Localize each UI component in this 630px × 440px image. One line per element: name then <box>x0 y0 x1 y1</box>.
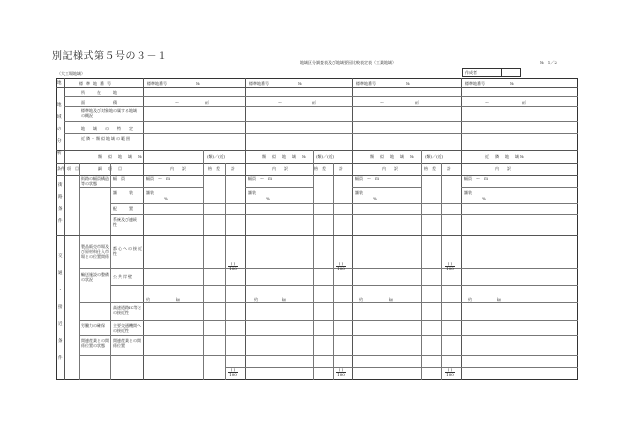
row-line <box>56 175 578 176</box>
tilde: ～ <box>278 100 282 105</box>
neighbor-label-3: 類 似 地 域 № <box>370 154 415 159</box>
traffic-group-label: 交 通 ・ 接 近 条 件 <box>58 254 63 361</box>
area-unit: ㎡ <box>205 100 209 105</box>
label-area: 面 積 <box>81 100 121 105</box>
rating-header-1: 格 差 <box>208 166 220 171</box>
row-line <box>56 235 578 236</box>
col-line <box>110 163 111 380</box>
row-line <box>79 302 578 303</box>
content-header-1: 内 訳 <box>170 166 186 171</box>
paving-pct-1: % <box>164 196 168 201</box>
dist-prefix-2: 約 <box>254 297 258 302</box>
total-header-1: 計 <box>231 166 235 171</box>
analysis-side-label: 地 域 の 分 析 <box>57 103 62 156</box>
row-line <box>352 187 421 188</box>
traffic-item-related-pos: 関連産業との関係位置 <box>113 338 141 348</box>
row-line <box>225 367 578 368</box>
row-line <box>79 335 578 336</box>
paving-pct-2: % <box>266 196 270 201</box>
row-line <box>56 150 578 151</box>
width-value-2: 幅員 ～ ｍ <box>248 176 272 181</box>
paving-pct-4: % <box>482 196 486 201</box>
col-line <box>64 78 65 380</box>
area-unit: ㎡ <box>312 100 316 105</box>
fraction-1: ( ) 100 <box>229 261 237 271</box>
row-line <box>79 355 578 356</box>
dist-prefix-4: 約 <box>468 297 472 302</box>
row-line <box>64 133 578 134</box>
tilde: ～ <box>175 100 179 105</box>
fraction-6: ( ) 100 <box>446 367 454 377</box>
fraction-2: ( ) 100 <box>337 261 345 271</box>
fraction-5: ( ) 100 <box>337 367 345 377</box>
col-line <box>421 150 422 163</box>
page-title: 別記様式第５号の３－１ <box>52 51 168 62</box>
traffic-item-transport: 輸送施設の整備の状況 <box>81 272 109 282</box>
col-line <box>421 163 422 380</box>
row-line <box>110 285 578 286</box>
fraction-3: ( ) 100 <box>446 261 454 271</box>
rating-header-2: 格 差 <box>314 166 326 171</box>
width-value-4: 幅員 ～ ｍ <box>464 176 488 181</box>
dist-unit-2: ㎞ <box>282 297 286 302</box>
row-line <box>110 203 578 204</box>
label-range: 近隣・類似地域の範囲 <box>81 136 131 141</box>
near-label: 近 隣 地 域№ <box>485 154 525 159</box>
dist-unit-4: ㎞ <box>497 297 501 302</box>
content-header-3: 内 訳 <box>382 166 398 171</box>
traffic-item-related: 関連産業との関係位置の状態 <box>81 338 109 348</box>
paving-value-4: 舗装 <box>464 190 472 195</box>
row-line <box>64 96 578 97</box>
row-line <box>79 187 203 188</box>
paving-value-3: 舗装 <box>355 190 363 195</box>
author-box <box>462 68 502 77</box>
detail-header: 細 項 目 <box>98 166 123 171</box>
row-line <box>64 106 578 107</box>
tilde: ～ <box>380 100 384 105</box>
dist-prefix-1: 約 <box>146 297 150 302</box>
std-no-suffix-1: № <box>196 81 200 86</box>
std-no-suffix-4: № <box>510 81 514 86</box>
row-line <box>245 187 313 188</box>
dist-unit-1: ㎞ <box>176 297 180 302</box>
row-line <box>79 268 578 269</box>
label-std-no: 標準地番号 <box>79 81 114 86</box>
score-label-2: (類)／(近) <box>316 154 335 159</box>
traffic-item-quay: 公共岸壁 <box>113 274 133 279</box>
page-number: № 1／2 <box>540 60 557 65</box>
col-line <box>313 163 314 380</box>
row-line <box>461 187 578 188</box>
head-label: 地 <box>57 81 62 86</box>
dist-unit-3: ㎞ <box>389 297 393 302</box>
label-overview: 標準地及び対象地の属する地域の概況 <box>81 108 137 118</box>
paving-value-2: 舗装 <box>248 190 256 195</box>
label-location: 所 在 地 <box>81 90 121 95</box>
area-type-label: （大工場地域） <box>57 71 85 76</box>
width-value-3: 幅員 ～ ｍ <box>355 176 379 181</box>
total-header-2: 計 <box>339 166 343 171</box>
std-no-label-2: 標準地番号 <box>249 81 269 86</box>
area-unit: ㎡ <box>522 100 526 105</box>
fraction-4: ( ) 100 <box>229 367 237 377</box>
street-item-paving: 舗 装 <box>113 190 137 195</box>
score-label-1: (類)／(近) <box>207 154 226 159</box>
street-group-label: 街 路 条 件 <box>58 183 63 224</box>
traffic-item-city: 都心への接近性 <box>113 246 143 256</box>
street-item-width: 幅 員 <box>113 176 125 181</box>
paving-pct-3: % <box>373 196 377 201</box>
col-line <box>441 163 442 380</box>
street-item-layout: 配 置 <box>113 206 137 211</box>
paving-value-1: 舗装 <box>146 190 154 195</box>
row-line <box>79 320 578 321</box>
width-value-1: 幅員 ～ ｍ <box>146 176 170 181</box>
col-line <box>225 163 226 380</box>
author-label: 作成者 <box>465 70 477 75</box>
neighbor-label-2: 類 似 地 域 № <box>262 154 307 159</box>
row-line <box>64 121 578 122</box>
content-header-2: 内 訳 <box>272 166 288 171</box>
row-line <box>56 163 578 164</box>
street-item-network: 系統及び連続性 <box>113 217 137 227</box>
item-header: 項 目 <box>67 166 79 171</box>
author-value-box[interactable] <box>501 68 521 77</box>
dist-prefix-3: 約 <box>359 297 363 302</box>
cond-header: 条件 <box>57 166 65 171</box>
total-header-3: 計 <box>447 166 451 171</box>
col-line <box>333 163 334 380</box>
std-no-label-3: 標準地番号 <box>356 81 376 86</box>
std-no-label-1: 標準地番号 <box>147 81 167 86</box>
traffic-item-market: 製品販売市場及び原材料仕入市場との位置関係 <box>81 244 109 259</box>
std-no-label-4: 標準地番号 <box>465 81 485 86</box>
traffic-item-highway: 高速道路IC等との接近性 <box>113 305 142 315</box>
score-label-3: (類)／(近) <box>425 154 444 159</box>
col-line <box>203 163 204 380</box>
street-item-1: 街路の幅員構造等の状態 <box>81 176 109 186</box>
label-features: 地 域 の 特 定 <box>81 126 135 131</box>
std-no-suffix-3: № <box>406 81 410 86</box>
area-unit: ㎡ <box>415 100 419 105</box>
std-no-suffix-2: № <box>298 81 302 86</box>
content-header-4: 内 訳 <box>495 166 511 171</box>
col-line <box>203 150 204 163</box>
traffic-item-commute: 主要交通機関への接近性 <box>113 323 141 333</box>
row-line <box>110 214 578 215</box>
rating-header-3: 格 差 <box>424 166 436 171</box>
tilde: ～ <box>485 100 489 105</box>
form-subtitle: 地域区分調査表及び地域要因比較表定表（工業地域） <box>300 60 396 65</box>
col-line <box>313 150 314 163</box>
neighbor-label-1: 類 似 地 域 № <box>98 154 143 159</box>
traffic-item-labor: 労働力の確保 <box>81 323 105 328</box>
col-line <box>79 163 80 380</box>
row-line <box>56 87 578 88</box>
